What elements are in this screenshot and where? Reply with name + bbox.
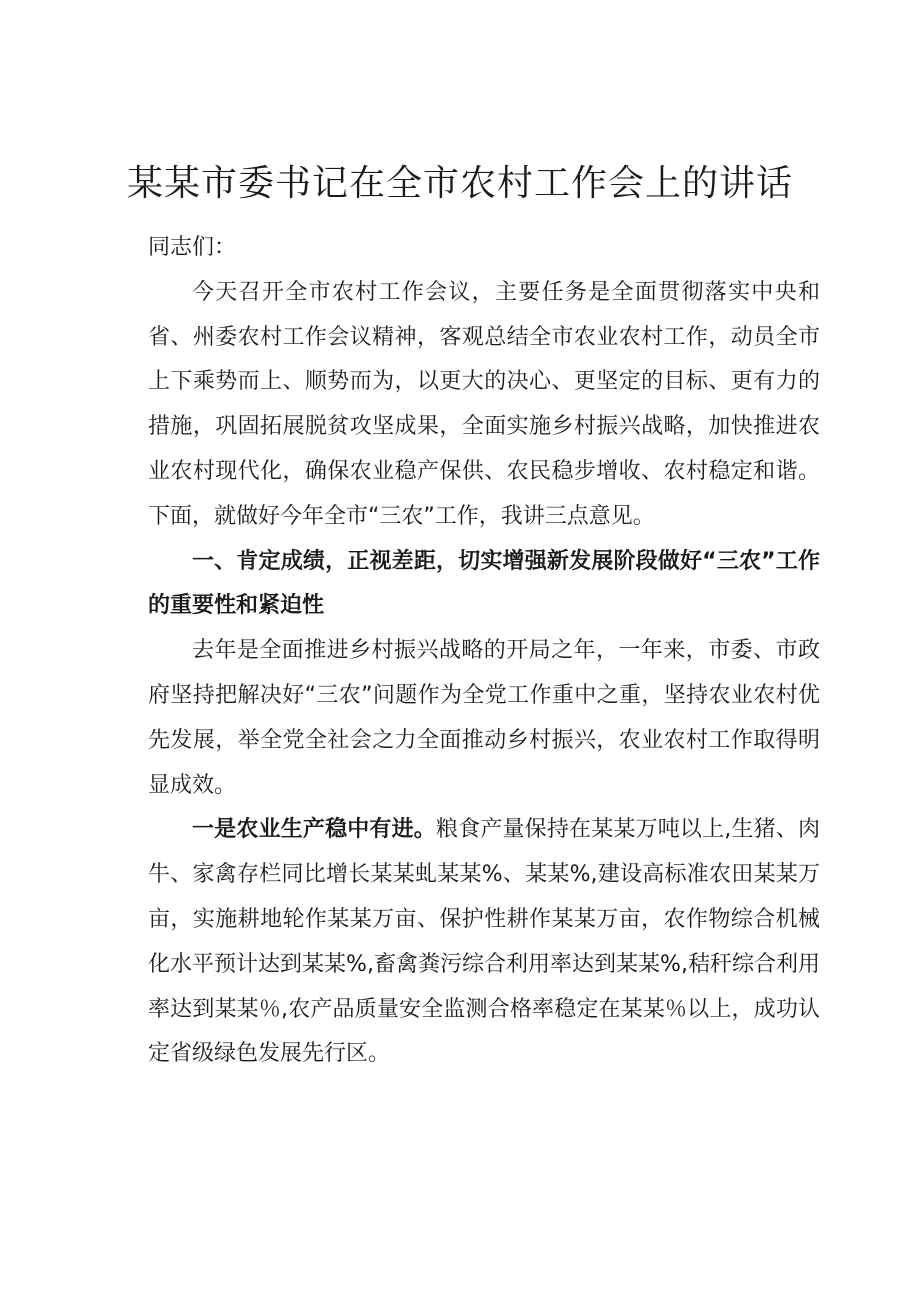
point-1-paragraph [148,808,820,1077]
section-1-heading: 一、肯定成绩，正视差距，切实增强新发展阶段做好“三农”工作的重要性和紧迫性 [148,548,820,619]
point-1-body: 粮食产量保持在某某万吨以上,生猪、肉牛、家禽存栏同比增长某某虬某某%、某某%,建设高标准农田某某万亩，实施耕地轮作某某万亩、保护性耕作某某万亩，农作物综合机械化水平预计达到某某%,畜禽粪污综合利用率达到某某%,秸秆综合利用率达到某某％,农产品质量安全监测合格率稳定在某某％以上，成功认定省级绿色发展先行区。 [148,817,820,1067]
intro-paragraph: 今天召开全市农村工作会议，主要任务是全面贯彻落实中央和省、州委农村工作会议精神，客观总结全市农业农村工作，动员全市上下乘势而上、顺势而为，以更大的决心、更坚定的目标、更有力的措施，巩固拓展脱贫攻坚成果，全面实施乡村振兴战略，加快推进农业农村现代化，确保农业稳产保供、农民稳步增收、农村稳定和谐。下面，就做好今年全市“三农”工作，我讲三点意见。 [148,279,820,529]
document-body [148,226,820,1077]
salutation: 同志们： [148,235,237,260]
document-title: 某某市委书记在全市农村工作会上的讲话 [126,163,793,204]
point-1-lead: 一是农业生产稳中有进。 [192,817,436,843]
section-1-paragraph: 去年是全面推进乡村振兴战略的开局之年，一年来，市委、市政府坚持把解决好“三农”问题作为全党工作重中之重，坚持农业农村优先发展，举全党全社会之力全面推动乡村振兴，农业农村工作取得明显成效。 [148,638,820,798]
